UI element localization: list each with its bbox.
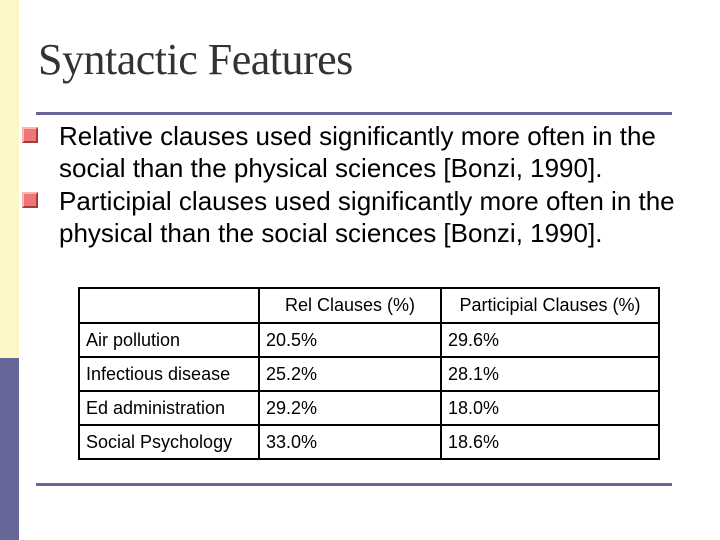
table-cell: Air pollution xyxy=(79,323,259,357)
table-cell: 28.1% xyxy=(441,357,659,391)
table-cell: Social Psychology xyxy=(79,425,259,459)
table-row xyxy=(79,357,659,391)
bullet-item xyxy=(22,185,712,249)
table-cell: Ed administration xyxy=(79,391,259,425)
table-cell: 29.2% xyxy=(259,391,441,425)
table-row xyxy=(79,323,659,357)
table-cell: 20.5% xyxy=(259,323,441,357)
table-header-cell: Rel Clauses (%) xyxy=(259,288,441,323)
sidebar-accent-top xyxy=(0,0,19,358)
bullet-list xyxy=(22,120,712,250)
table-header-cell xyxy=(79,288,259,323)
table-header-row xyxy=(79,288,659,323)
clauses-table xyxy=(78,287,660,460)
table-cell: 29.6% xyxy=(441,323,659,357)
table-cell: 18.0% xyxy=(441,391,659,425)
table-row xyxy=(79,425,659,459)
title-divider xyxy=(36,112,672,115)
slide-title: Syntactic Features xyxy=(38,35,353,84)
footer-divider xyxy=(36,483,672,486)
sidebar-accent-bottom xyxy=(0,358,19,540)
table-cell: 33.0% xyxy=(259,425,441,459)
table-cell: 18.6% xyxy=(441,425,659,459)
square-bullet-icon xyxy=(22,192,38,208)
bullet-text: Participial clauses used significantly more often in the physical than the social sciences [Bonzi, 1990]. xyxy=(59,186,675,248)
table-header-cell: Participial Clauses (%) xyxy=(441,288,659,323)
bullet-item xyxy=(22,120,712,184)
table-cell: Infectious disease xyxy=(79,357,259,391)
table-cell: 25.2% xyxy=(259,357,441,391)
bullet-text: Relative clauses used significantly more often in the social than the physical sciences [Bonzi, 1990]. xyxy=(59,121,656,183)
table-row xyxy=(79,391,659,425)
square-bullet-icon xyxy=(22,127,38,143)
